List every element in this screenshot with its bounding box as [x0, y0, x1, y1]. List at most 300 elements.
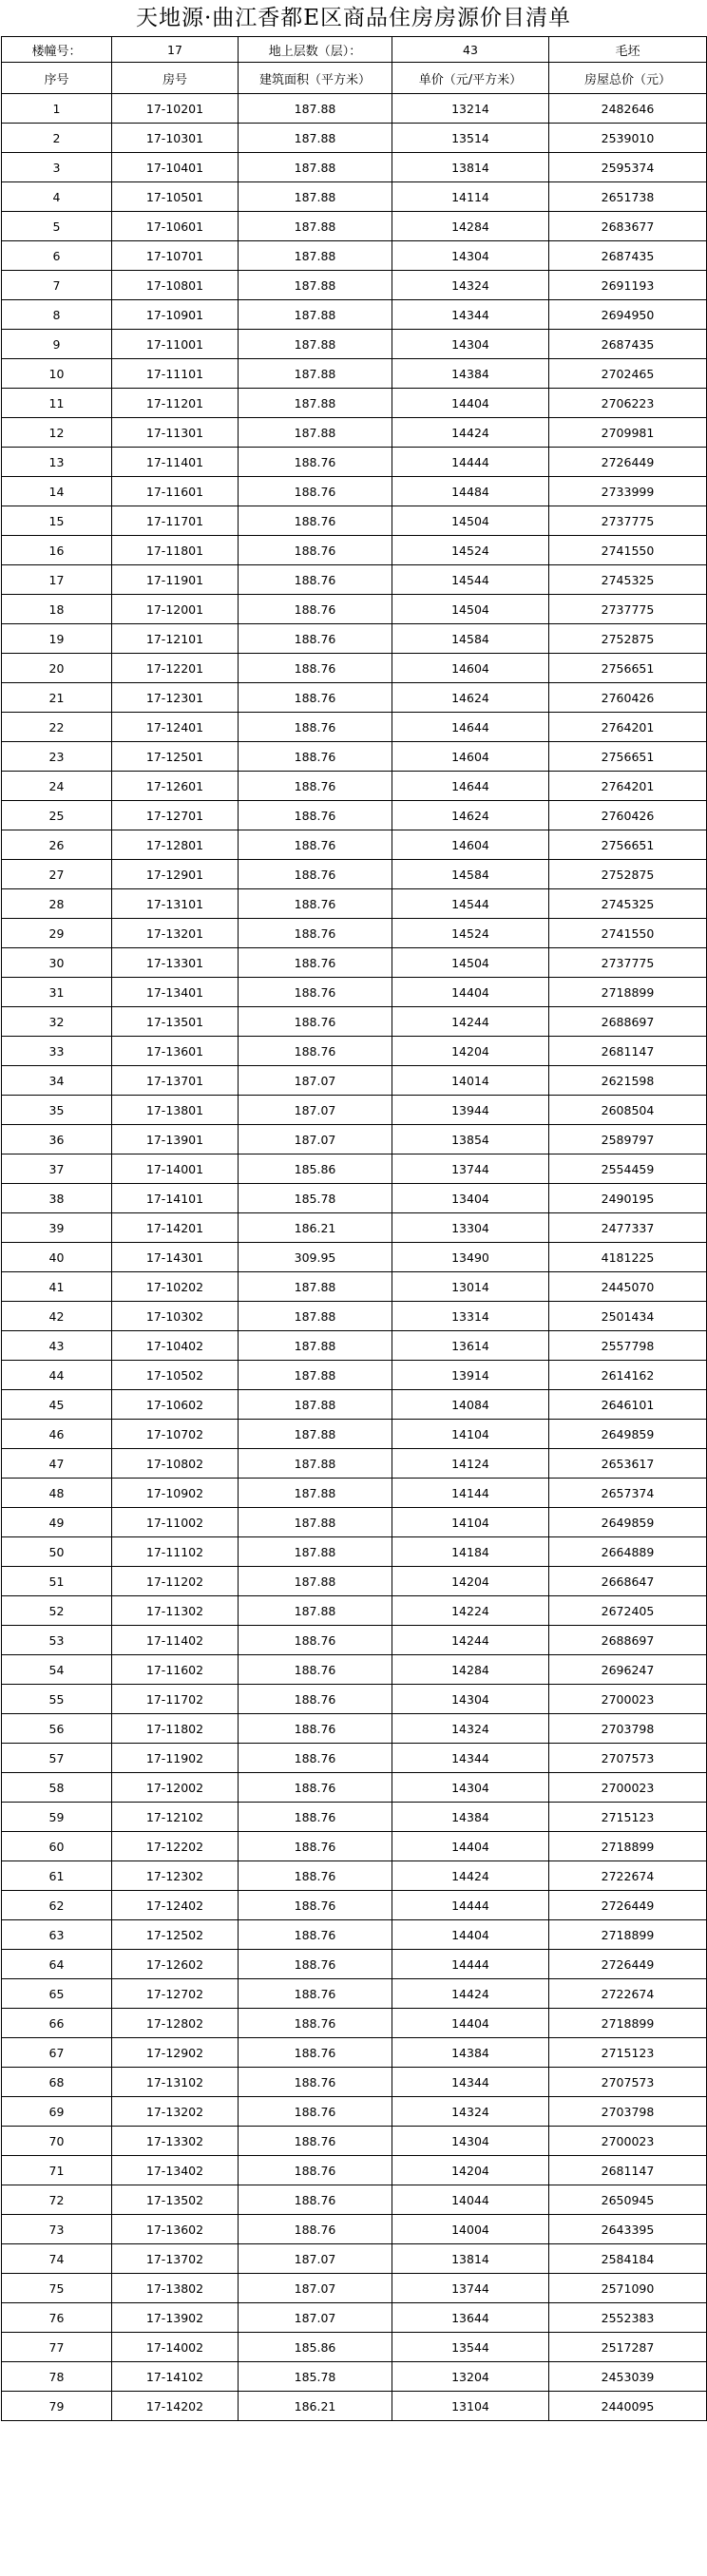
- cell-area: 188.76: [239, 448, 392, 477]
- table-row: [2, 153, 707, 182]
- cell-seq: 23: [2, 742, 112, 772]
- cell-total-price: 2703798: [549, 1714, 707, 1744]
- cell-area: 187.88: [239, 212, 392, 241]
- cell-unit-no: 17-11102: [112, 1537, 239, 1567]
- cell-unit-no: 17-10501: [112, 182, 239, 212]
- cell-area: 188.76: [239, 2068, 392, 2097]
- table-row: [2, 1066, 707, 1096]
- cell-unit-no: 17-12401: [112, 713, 239, 742]
- cell-total-price: 2608504: [549, 1096, 707, 1125]
- cell-seq: 13: [2, 448, 112, 477]
- cell-seq: 9: [2, 330, 112, 359]
- table-row: [2, 801, 707, 830]
- cell-total-price: 2664889: [549, 1537, 707, 1567]
- cell-area: 187.07: [239, 1125, 392, 1154]
- cell-total-price: 2672405: [549, 1596, 707, 1626]
- cell-unit-no: 17-10601: [112, 212, 239, 241]
- cell-unit-price: 14244: [392, 1007, 549, 1037]
- cell-unit-price: 14004: [392, 2215, 549, 2244]
- price-table-body: [2, 37, 707, 2421]
- table-row: [2, 212, 707, 241]
- cell-seq: 10: [2, 359, 112, 389]
- cell-area: 188.76: [239, 1626, 392, 1655]
- cell-area: 187.88: [239, 1361, 392, 1390]
- table-row: [2, 1272, 707, 1302]
- cell-unit-price: 14404: [392, 1920, 549, 1950]
- cell-total-price: 2643395: [549, 2215, 707, 2244]
- cell-unit-no: 17-12402: [112, 1891, 239, 1920]
- cell-total-price: 2687435: [549, 241, 707, 271]
- cell-seq: 51: [2, 1567, 112, 1596]
- header-total-price: 房屋总价（元）: [549, 63, 707, 94]
- cell-seq: 79: [2, 2392, 112, 2421]
- table-row: [2, 1979, 707, 2009]
- cell-area: 188.76: [239, 801, 392, 830]
- table-row: [2, 1655, 707, 1685]
- cell-seq: 6: [2, 241, 112, 271]
- cell-area: 188.76: [239, 1685, 392, 1714]
- cell-seq: 78: [2, 2362, 112, 2392]
- cell-seq: 17: [2, 565, 112, 595]
- table-row: [2, 2068, 707, 2097]
- cell-total-price: 2688697: [549, 1626, 707, 1655]
- table-row: [2, 2038, 707, 2068]
- cell-unit-price: 14114: [392, 182, 549, 212]
- cell-unit-price: 13944: [392, 1096, 549, 1125]
- cell-seq: 41: [2, 1272, 112, 1302]
- cell-area: 187.88: [239, 1596, 392, 1626]
- table-row: [2, 1685, 707, 1714]
- cell-unit-price: 14144: [392, 1479, 549, 1508]
- cell-area: 188.76: [239, 654, 392, 683]
- cell-area: 188.76: [239, 1979, 392, 2009]
- cell-total-price: 2737775: [549, 948, 707, 978]
- cell-total-price: 2756651: [549, 742, 707, 772]
- cell-unit-no: 17-11801: [112, 536, 239, 565]
- cell-seq: 33: [2, 1037, 112, 1066]
- cell-unit-price: 14584: [392, 624, 549, 654]
- cell-unit-price: 14424: [392, 1979, 549, 2009]
- cell-unit-price: 13544: [392, 2333, 549, 2362]
- cell-unit-price: 14304: [392, 1773, 549, 1803]
- meta-row: [2, 37, 707, 63]
- table-row: [2, 624, 707, 654]
- cell-total-price: 2650945: [549, 2185, 707, 2215]
- cell-area: 188.76: [239, 948, 392, 978]
- cell-unit-price: 14304: [392, 1685, 549, 1714]
- cell-unit-no: 17-10801: [112, 271, 239, 300]
- cell-seq: 57: [2, 1744, 112, 1773]
- cell-area: 187.88: [239, 241, 392, 271]
- cell-area: 187.88: [239, 1420, 392, 1449]
- cell-total-price: 2745325: [549, 889, 707, 919]
- cell-seq: 11: [2, 389, 112, 418]
- table-row: [2, 1184, 707, 1213]
- cell-unit-price: 14284: [392, 212, 549, 241]
- cell-area: 188.76: [239, 2009, 392, 2038]
- cell-area: 188.76: [239, 742, 392, 772]
- cell-seq: 30: [2, 948, 112, 978]
- cell-total-price: 2752875: [549, 624, 707, 654]
- cell-area: 188.76: [239, 536, 392, 565]
- cell-unit-no: 17-10502: [112, 1361, 239, 1390]
- cell-unit-no: 17-10201: [112, 94, 239, 124]
- floors-value: 43: [392, 37, 549, 63]
- cell-seq: 4: [2, 182, 112, 212]
- table-row: [2, 1420, 707, 1449]
- cell-area: 187.88: [239, 359, 392, 389]
- cell-unit-no: 17-12802: [112, 2009, 239, 2038]
- cell-unit-no: 17-11301: [112, 418, 239, 448]
- cell-area: 188.76: [239, 1655, 392, 1685]
- cell-unit-no: 17-11002: [112, 1508, 239, 1537]
- cell-unit-price: 14304: [392, 330, 549, 359]
- cell-area: 188.76: [239, 595, 392, 624]
- cell-total-price: 2477337: [549, 1213, 707, 1243]
- cell-area: 187.07: [239, 2274, 392, 2303]
- cell-seq: 58: [2, 1773, 112, 1803]
- cell-total-price: 2706223: [549, 389, 707, 418]
- cell-unit-no: 17-13901: [112, 1125, 239, 1154]
- table-row: [2, 1331, 707, 1361]
- cell-unit-no: 17-11101: [112, 359, 239, 389]
- header-area: 建筑面积（平方米）: [239, 63, 392, 94]
- cell-area: 188.76: [239, 565, 392, 595]
- cell-total-price: 2453039: [549, 2362, 707, 2392]
- cell-area: 188.76: [239, 2127, 392, 2156]
- cell-unit-price: 13914: [392, 1361, 549, 1390]
- table-row: [2, 418, 707, 448]
- cell-seq: 66: [2, 2009, 112, 2038]
- cell-seq: 59: [2, 1803, 112, 1832]
- cell-area: 188.76: [239, 2156, 392, 2185]
- cell-area: 188.76: [239, 919, 392, 948]
- cell-unit-no: 17-11701: [112, 506, 239, 536]
- cell-seq: 31: [2, 978, 112, 1007]
- cell-area: 188.76: [239, 1950, 392, 1979]
- cell-total-price: 2707573: [549, 2068, 707, 2097]
- cell-area: 188.76: [239, 830, 392, 860]
- cell-total-price: 2709981: [549, 418, 707, 448]
- table-row: [2, 1803, 707, 1832]
- cell-total-price: 2700023: [549, 1773, 707, 1803]
- cell-unit-no: 17-11201: [112, 389, 239, 418]
- cell-seq: 54: [2, 1655, 112, 1685]
- cell-seq: 76: [2, 2303, 112, 2333]
- cell-unit-no: 17-10902: [112, 1479, 239, 1508]
- cell-unit-no: 17-12902: [112, 2038, 239, 2068]
- cell-seq: 15: [2, 506, 112, 536]
- cell-unit-no: 17-10702: [112, 1420, 239, 1449]
- cell-unit-no: 17-10802: [112, 1449, 239, 1479]
- cell-total-price: 2691193: [549, 271, 707, 300]
- cell-unit-price: 14184: [392, 1537, 549, 1567]
- table-row: [2, 1361, 707, 1390]
- cell-total-price: 2700023: [549, 1685, 707, 1714]
- table-row: [2, 1626, 707, 1655]
- cell-unit-price: 14484: [392, 477, 549, 506]
- table-row: [2, 330, 707, 359]
- cell-total-price: 2657374: [549, 1479, 707, 1508]
- table-row: [2, 1243, 707, 1272]
- cell-unit-no: 17-10901: [112, 300, 239, 330]
- cell-unit-price: 14204: [392, 1567, 549, 1596]
- cell-total-price: 2726449: [549, 448, 707, 477]
- cell-seq: 36: [2, 1125, 112, 1154]
- cell-area: 188.76: [239, 2185, 392, 2215]
- cell-seq: 34: [2, 1066, 112, 1096]
- cell-unit-no: 17-13802: [112, 2274, 239, 2303]
- cell-unit-price: 14584: [392, 860, 549, 889]
- cell-area: 186.21: [239, 2392, 392, 2421]
- table-row: [2, 1950, 707, 1979]
- cell-total-price: 2756651: [549, 830, 707, 860]
- cell-unit-price: 14404: [392, 978, 549, 1007]
- table-row: [2, 1007, 707, 1037]
- cell-area: 187.88: [239, 1302, 392, 1331]
- cell-unit-no: 17-11702: [112, 1685, 239, 1714]
- table-row: [2, 978, 707, 1007]
- cell-unit-price: 14384: [392, 2038, 549, 2068]
- cell-unit-no: 17-13601: [112, 1037, 239, 1066]
- cell-seq: 19: [2, 624, 112, 654]
- cell-unit-no: 17-13301: [112, 948, 239, 978]
- cell-seq: 70: [2, 2127, 112, 2156]
- cell-unit-no: 17-13202: [112, 2097, 239, 2127]
- cell-unit-price: 14604: [392, 830, 549, 860]
- cell-seq: 2: [2, 124, 112, 153]
- cell-unit-no: 17-12201: [112, 654, 239, 683]
- cell-seq: 74: [2, 2244, 112, 2274]
- cell-seq: 38: [2, 1184, 112, 1213]
- cell-area: 185.86: [239, 1154, 392, 1184]
- cell-unit-no: 17-10402: [112, 1331, 239, 1361]
- cell-unit-no: 17-13101: [112, 889, 239, 919]
- cell-seq: 40: [2, 1243, 112, 1272]
- table-row: [2, 1302, 707, 1331]
- table-row: [2, 654, 707, 683]
- cell-unit-price: 13614: [392, 1331, 549, 1361]
- table-row: [2, 2274, 707, 2303]
- cell-area: 187.88: [239, 1331, 392, 1361]
- cell-unit-price: 14644: [392, 713, 549, 742]
- cell-area: 187.88: [239, 1537, 392, 1567]
- cell-total-price: 2702465: [549, 359, 707, 389]
- cell-total-price: 2554459: [549, 1154, 707, 1184]
- cell-total-price: 2668647: [549, 1567, 707, 1596]
- cell-unit-price: 14604: [392, 654, 549, 683]
- cell-unit-price: 14404: [392, 389, 549, 418]
- cell-unit-price: 14014: [392, 1066, 549, 1096]
- cell-seq: 37: [2, 1154, 112, 1184]
- cell-seq: 18: [2, 595, 112, 624]
- cell-area: 188.76: [239, 506, 392, 536]
- cell-unit-no: 17-11401: [112, 448, 239, 477]
- cell-total-price: 2726449: [549, 1950, 707, 1979]
- cell-area: 187.88: [239, 300, 392, 330]
- cell-unit-no: 17-11802: [112, 1714, 239, 1744]
- cell-unit-no: 17-14101: [112, 1184, 239, 1213]
- cell-unit-price: 14324: [392, 271, 549, 300]
- cell-area: 188.76: [239, 1891, 392, 1920]
- cell-unit-no: 17-12702: [112, 1979, 239, 2009]
- cell-total-price: 2741550: [549, 536, 707, 565]
- cell-area: 187.88: [239, 1479, 392, 1508]
- cell-unit-price: 13404: [392, 1184, 549, 1213]
- cell-unit-no: 17-12602: [112, 1950, 239, 1979]
- cell-unit-no: 17-10301: [112, 124, 239, 153]
- cell-total-price: 2482646: [549, 94, 707, 124]
- table-row: [2, 860, 707, 889]
- cell-unit-no: 17-10602: [112, 1390, 239, 1420]
- cell-seq: 50: [2, 1537, 112, 1567]
- table-row: [2, 1096, 707, 1125]
- cell-unit-no: 17-14102: [112, 2362, 239, 2392]
- cell-area: 187.88: [239, 1449, 392, 1479]
- cell-total-price: 2741550: [549, 919, 707, 948]
- cell-unit-price: 14204: [392, 1037, 549, 1066]
- price-table: [1, 36, 707, 2421]
- cell-total-price: 2571090: [549, 2274, 707, 2303]
- cell-unit-price: 14324: [392, 1714, 549, 1744]
- cell-unit-price: 13744: [392, 1154, 549, 1184]
- cell-unit-price: 13214: [392, 94, 549, 124]
- cell-unit-price: 14124: [392, 1449, 549, 1479]
- cell-total-price: 2733999: [549, 477, 707, 506]
- cell-unit-price: 13204: [392, 2362, 549, 2392]
- cell-seq: 3: [2, 153, 112, 182]
- cell-unit-no: 17-14202: [112, 2392, 239, 2421]
- cell-total-price: 2703798: [549, 2097, 707, 2127]
- cell-area: 187.88: [239, 182, 392, 212]
- cell-unit-price: 13854: [392, 1125, 549, 1154]
- table-row: [2, 2244, 707, 2274]
- cell-total-price: 4181225: [549, 1243, 707, 1272]
- table-row: [2, 300, 707, 330]
- cell-unit-no: 17-13702: [112, 2244, 239, 2274]
- cell-unit-price: 14544: [392, 889, 549, 919]
- cell-area: 188.76: [239, 2215, 392, 2244]
- cell-total-price: 2681147: [549, 1037, 707, 1066]
- cell-total-price: 2646101: [549, 1390, 707, 1420]
- cell-total-price: 2589797: [549, 1125, 707, 1154]
- cell-seq: 25: [2, 801, 112, 830]
- cell-unit-price: 14444: [392, 1950, 549, 1979]
- cell-seq: 16: [2, 536, 112, 565]
- cell-unit-price: 14524: [392, 536, 549, 565]
- cell-total-price: 2688697: [549, 1007, 707, 1037]
- cell-seq: 55: [2, 1685, 112, 1714]
- cell-unit-price: 14544: [392, 565, 549, 595]
- table-row: [2, 448, 707, 477]
- table-row: [2, 2303, 707, 2333]
- finish-status: 毛坯: [549, 37, 707, 63]
- table-row: [2, 182, 707, 212]
- cell-unit-price: 14424: [392, 418, 549, 448]
- cell-unit-no: 17-13402: [112, 2156, 239, 2185]
- cell-unit-price: 14104: [392, 1508, 549, 1537]
- cell-total-price: 2696247: [549, 1655, 707, 1685]
- cell-unit-no: 17-12002: [112, 1773, 239, 1803]
- cell-seq: 8: [2, 300, 112, 330]
- cell-unit-no: 17-12302: [112, 1861, 239, 1891]
- cell-seq: 39: [2, 1213, 112, 1243]
- table-row: [2, 241, 707, 271]
- table-row: [2, 1891, 707, 1920]
- cell-area: 186.21: [239, 1213, 392, 1243]
- cell-unit-no: 17-14001: [112, 1154, 239, 1184]
- cell-unit-price: 13304: [392, 1213, 549, 1243]
- cell-total-price: 2683677: [549, 212, 707, 241]
- cell-total-price: 2715123: [549, 1803, 707, 1832]
- cell-seq: 61: [2, 1861, 112, 1891]
- cell-unit-price: 14504: [392, 595, 549, 624]
- cell-area: 187.07: [239, 1096, 392, 1125]
- cell-area: 187.07: [239, 2303, 392, 2333]
- table-row: [2, 389, 707, 418]
- cell-area: 188.76: [239, 1773, 392, 1803]
- cell-total-price: 2517287: [549, 2333, 707, 2362]
- cell-total-price: 2718899: [549, 1920, 707, 1950]
- cell-unit-price: 14404: [392, 2009, 549, 2038]
- cell-unit-price: 14284: [392, 1655, 549, 1685]
- table-row: [2, 1390, 707, 1420]
- cell-unit-no: 17-11402: [112, 1626, 239, 1655]
- cell-unit-price: 14504: [392, 506, 549, 536]
- header-unit-no: 房号: [112, 63, 239, 94]
- table-row: [2, 271, 707, 300]
- table-row: [2, 1714, 707, 1744]
- cell-unit-price: 14244: [392, 1626, 549, 1655]
- cell-area: 187.88: [239, 271, 392, 300]
- cell-area: 187.88: [239, 94, 392, 124]
- cell-unit-no: 17-12801: [112, 830, 239, 860]
- cell-area: 188.76: [239, 1803, 392, 1832]
- table-row: [2, 1832, 707, 1861]
- cell-seq: 71: [2, 2156, 112, 2185]
- cell-seq: 42: [2, 1302, 112, 1331]
- cell-seq: 20: [2, 654, 112, 683]
- cell-unit-price: 14624: [392, 683, 549, 713]
- table-row: [2, 683, 707, 713]
- table-row: [2, 94, 707, 124]
- cell-total-price: 2715123: [549, 2038, 707, 2068]
- cell-seq: 46: [2, 1420, 112, 1449]
- cell-area: 188.76: [239, 477, 392, 506]
- cell-unit-price: 14504: [392, 948, 549, 978]
- table-row: [2, 1213, 707, 1243]
- cell-total-price: 2501434: [549, 1302, 707, 1331]
- cell-seq: 49: [2, 1508, 112, 1537]
- table-row: [2, 2392, 707, 2421]
- header-seq: 序号: [2, 63, 112, 94]
- table-row: [2, 1449, 707, 1479]
- cell-area: 188.76: [239, 2097, 392, 2127]
- cell-unit-no: 17-11601: [112, 477, 239, 506]
- floors-label: 地上层数（层）：: [239, 37, 392, 63]
- cell-unit-no: 17-11602: [112, 1655, 239, 1685]
- table-row: [2, 1479, 707, 1508]
- cell-total-price: 2445070: [549, 1272, 707, 1302]
- cell-unit-no: 17-10701: [112, 241, 239, 271]
- cell-area: 187.07: [239, 1066, 392, 1096]
- cell-seq: 73: [2, 2215, 112, 2244]
- header-row: [2, 63, 707, 94]
- cell-area: 185.86: [239, 2333, 392, 2362]
- cell-unit-no: 17-11302: [112, 1596, 239, 1626]
- cell-seq: 69: [2, 2097, 112, 2127]
- cell-seq: 26: [2, 830, 112, 860]
